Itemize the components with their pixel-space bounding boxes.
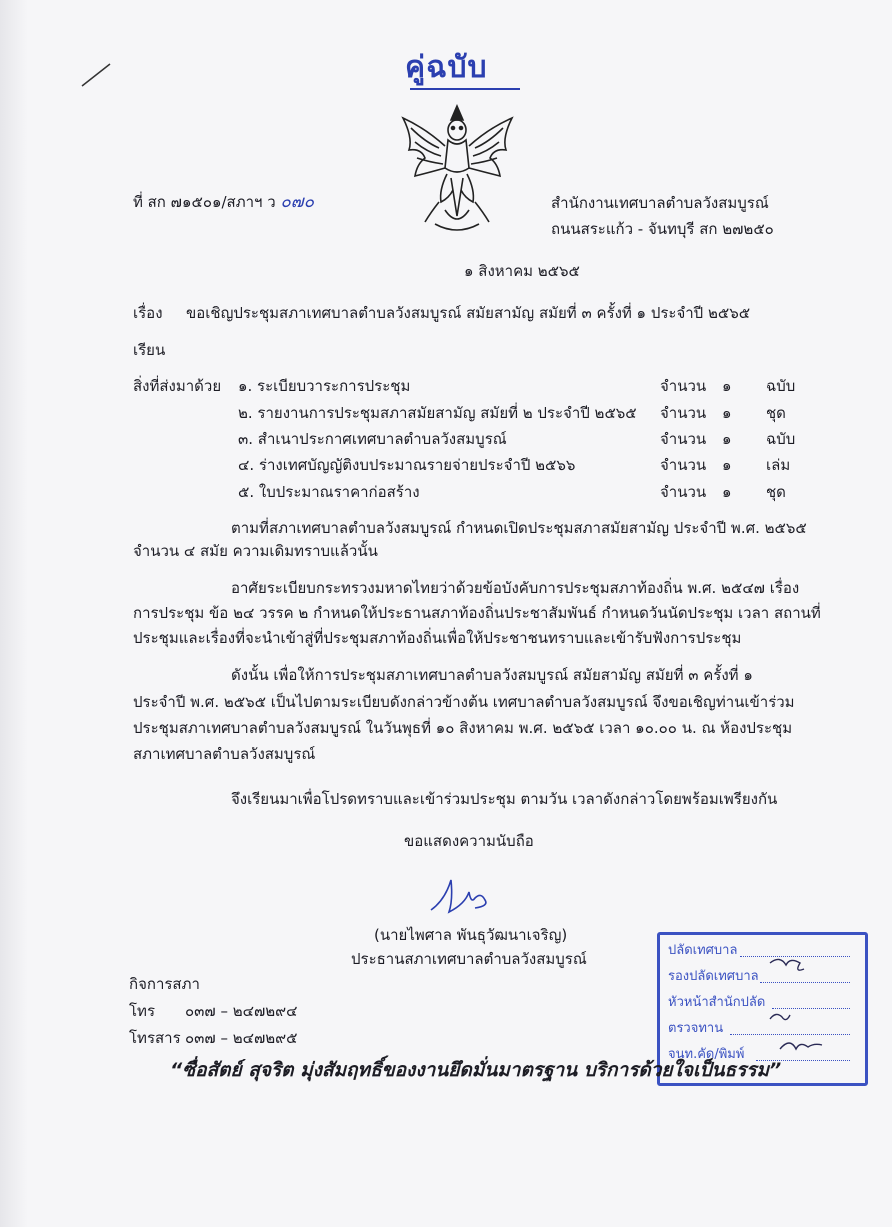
signer-name: (นายไพศาล พันธุวัฒนาเจริญ) — [374, 926, 568, 944]
signature-mark — [425, 870, 495, 920]
enclosure-item-4-unit: เล่ม — [766, 456, 791, 474]
enclosure-item-3-unit: ฉบับ — [766, 430, 796, 448]
routing-stamp-row-2: รองปลัดเทศบาล — [668, 969, 759, 984]
reference-number — [133, 192, 314, 212]
enclosure-item-3-qty-label: จำนวน — [660, 430, 707, 448]
paragraph-1-line-2: จำนวน ๔ สมัย ความเดิมทราบแล้วนั้น — [133, 542, 378, 560]
enclosure-item-2-text: ๒. รายงานการประชุมสภาสมัยสามัญ สมัยที่ ๒ ประจำปี ๒๕๖๕ — [238, 404, 637, 422]
enclosure-item-3-text: ๓. สำเนาประกาศเทศบาลตำบลวังสมบูรณ์ — [238, 430, 507, 448]
paragraph-2-line-1: อาศัยระเบียบกระทรวงมหาดไทยว่าด้วยข้อบังคับการประชุมสภาท้องถิ่น พ.ศ. ๒๕๔๗ เรื่อง — [231, 579, 800, 597]
enclosure-item-1-qty-label: จำนวน — [660, 377, 707, 395]
paragraph-3-line-2: ประจำปี พ.ศ. ๒๕๖๕ เป็นไปตามระเบียบดังกล่าวข้างต้น เทศบาลตำบลวังสมบูรณ์ จึงขอเชิญท่านเข้าร่วม — [133, 693, 795, 711]
office-address: ถนนสระแก้ว - จันทบุรี สก ๒๗๒๕๐ — [551, 220, 774, 238]
contact-phone: ๐๓๗ – ๒๔๗๒๙๔ — [185, 1002, 298, 1020]
closing-salutation: ขอแสดงความนับถือ — [404, 832, 534, 850]
pen-stroke-mark — [80, 60, 120, 90]
signer-title: ประธานสภาเทศบาลตำบลวังสมบูรณ์ — [351, 950, 587, 968]
paragraph-2-line-3: ประชุมและเรื่องที่จะนำเข้าสู่ที่ประชุมสภาท้องถิ่นเพื่อให้ประชาชนทราบและเข้ารับฟังการประชุม — [133, 629, 742, 647]
enclosure-item-4-text: ๔. ร่างเทศบัญญัติงบประมาณรายจ่ายประจำปี ๒๕๖๖ — [238, 456, 576, 474]
office-name: สำนักงานเทศบาลตำบลวังสมบูรณ์ — [551, 194, 769, 212]
contact-fax: ๐๓๗ – ๒๔๗๒๙๕ — [185, 1029, 298, 1047]
enclosure-item-2-unit: ชุด — [766, 404, 786, 422]
enclosure-item-5-qty: ๑ — [722, 483, 732, 501]
enclosure-item-5-text: ๕. ใบประมาณราคาก่อสร้าง — [238, 483, 420, 501]
paragraph-2-line-2: การประชุม ข้อ ๒๔ วรรค ๒ กำหนดให้ประธานสภาท้องถิ่นประชาสัมพันธ์ กำหนดวันนัดประชุม เวลา สถานที่ — [133, 604, 821, 622]
recipient-label: เรียน — [133, 341, 166, 359]
paragraph-4: จึงเรียนมาเพื่อโปรดทราบและเข้าร่วมประชุม ตามวัน เวลาดังกล่าวโดยพร้อมเพรียงกัน — [231, 790, 778, 808]
reference-number-prefix: ที่ สก ๗๑๕๐๑/สภาฯ ว — [133, 193, 276, 211]
letter-date: ๑ สิงหาคม ๒๕๖๕ — [464, 262, 580, 280]
contact-phone-label: โทร — [129, 1002, 156, 1020]
subject-text: ขอเชิญประชุมสภาเทศบาลตำบลวังสมบูรณ์ สมัยสามัญ สมัยที่ ๓ ครั้งที่ ๑ ประจำปี ๒๕๖๕ — [186, 304, 751, 322]
enclosure-item-4-qty-label: จำนวน — [660, 456, 707, 474]
subject-label: เรื่อง — [133, 304, 163, 322]
enclosure-item-1-unit: ฉบับ — [766, 377, 796, 395]
routing-stamp-row-1: ปลัดเทศบาล — [668, 943, 738, 958]
paragraph-3-line-1: ดังนั้น เพื่อให้การประชุมสภาเทศบาลตำบลวังสมบูรณ์ สมัยสามัญ สมัยที่ ๓ ครั้งที่ ๑ — [231, 666, 753, 684]
contact-department: กิจการสภา — [129, 975, 200, 993]
copy-stamp: คู่ฉบับ — [405, 50, 488, 85]
enclosures-label: สิ่งที่ส่งมาด้วย — [133, 377, 222, 395]
contact-fax-label: โทรสาร — [129, 1029, 181, 1047]
paragraph-3-line-4: สภาเทศบาลตำบลวังสมบูรณ์ — [133, 745, 316, 763]
routing-stamp-initials — [760, 953, 840, 1063]
routing-stamp-row-4: ตรวจทาน — [668, 1021, 724, 1036]
routing-stamp-row-3: หัวหน้าสำนักปลัด — [668, 995, 766, 1010]
enclosure-item-3-qty: ๑ — [722, 430, 732, 448]
paragraph-3-line-3: ประชุมสภาเทศบาลตำบลวังสมบูรณ์ ในวันพุธที่ ๑๐ สิงหาคม พ.ศ. ๒๕๖๕ เวลา ๑๐.๐๐ น. ณ ห้องประชุม — [133, 719, 793, 737]
reference-number-handwritten: ๐๗๐ — [280, 192, 314, 212]
paragraph-1-line-1: ตามที่สภาเทศบาลตำบลวังสมบูรณ์ กำหนดเปิดประชุมสภาสมัยสามัญ ประจำปี พ.ศ. ๒๕๖๕ — [231, 519, 807, 537]
enclosure-item-2-qty: ๑ — [722, 404, 732, 422]
routing-stamp-row-5: จนท.คัด/พิมพ์ — [668, 1047, 745, 1062]
organization-slogan: “ซื่อสัตย์ สุจริต มุ่งสัมฤทธิ์ของงานยึดมั่นมาตรฐาน บริการด้วยใจเป็นธรรม” — [170, 1059, 782, 1081]
enclosure-item-1-text: ๑. ระเบียบวาระการประชุม — [238, 377, 411, 395]
garuda-emblem-icon — [395, 98, 520, 238]
scan-edge-shadow — [0, 0, 28, 1227]
enclosure-item-1-qty: ๑ — [722, 377, 732, 395]
enclosure-item-4-qty: ๑ — [722, 456, 732, 474]
copy-stamp-underline — [410, 88, 520, 90]
enclosure-item-5-unit: ชุด — [766, 483, 786, 501]
enclosure-item-5-qty-label: จำนวน — [660, 483, 707, 501]
enclosure-item-2-qty-label: จำนวน — [660, 404, 707, 422]
